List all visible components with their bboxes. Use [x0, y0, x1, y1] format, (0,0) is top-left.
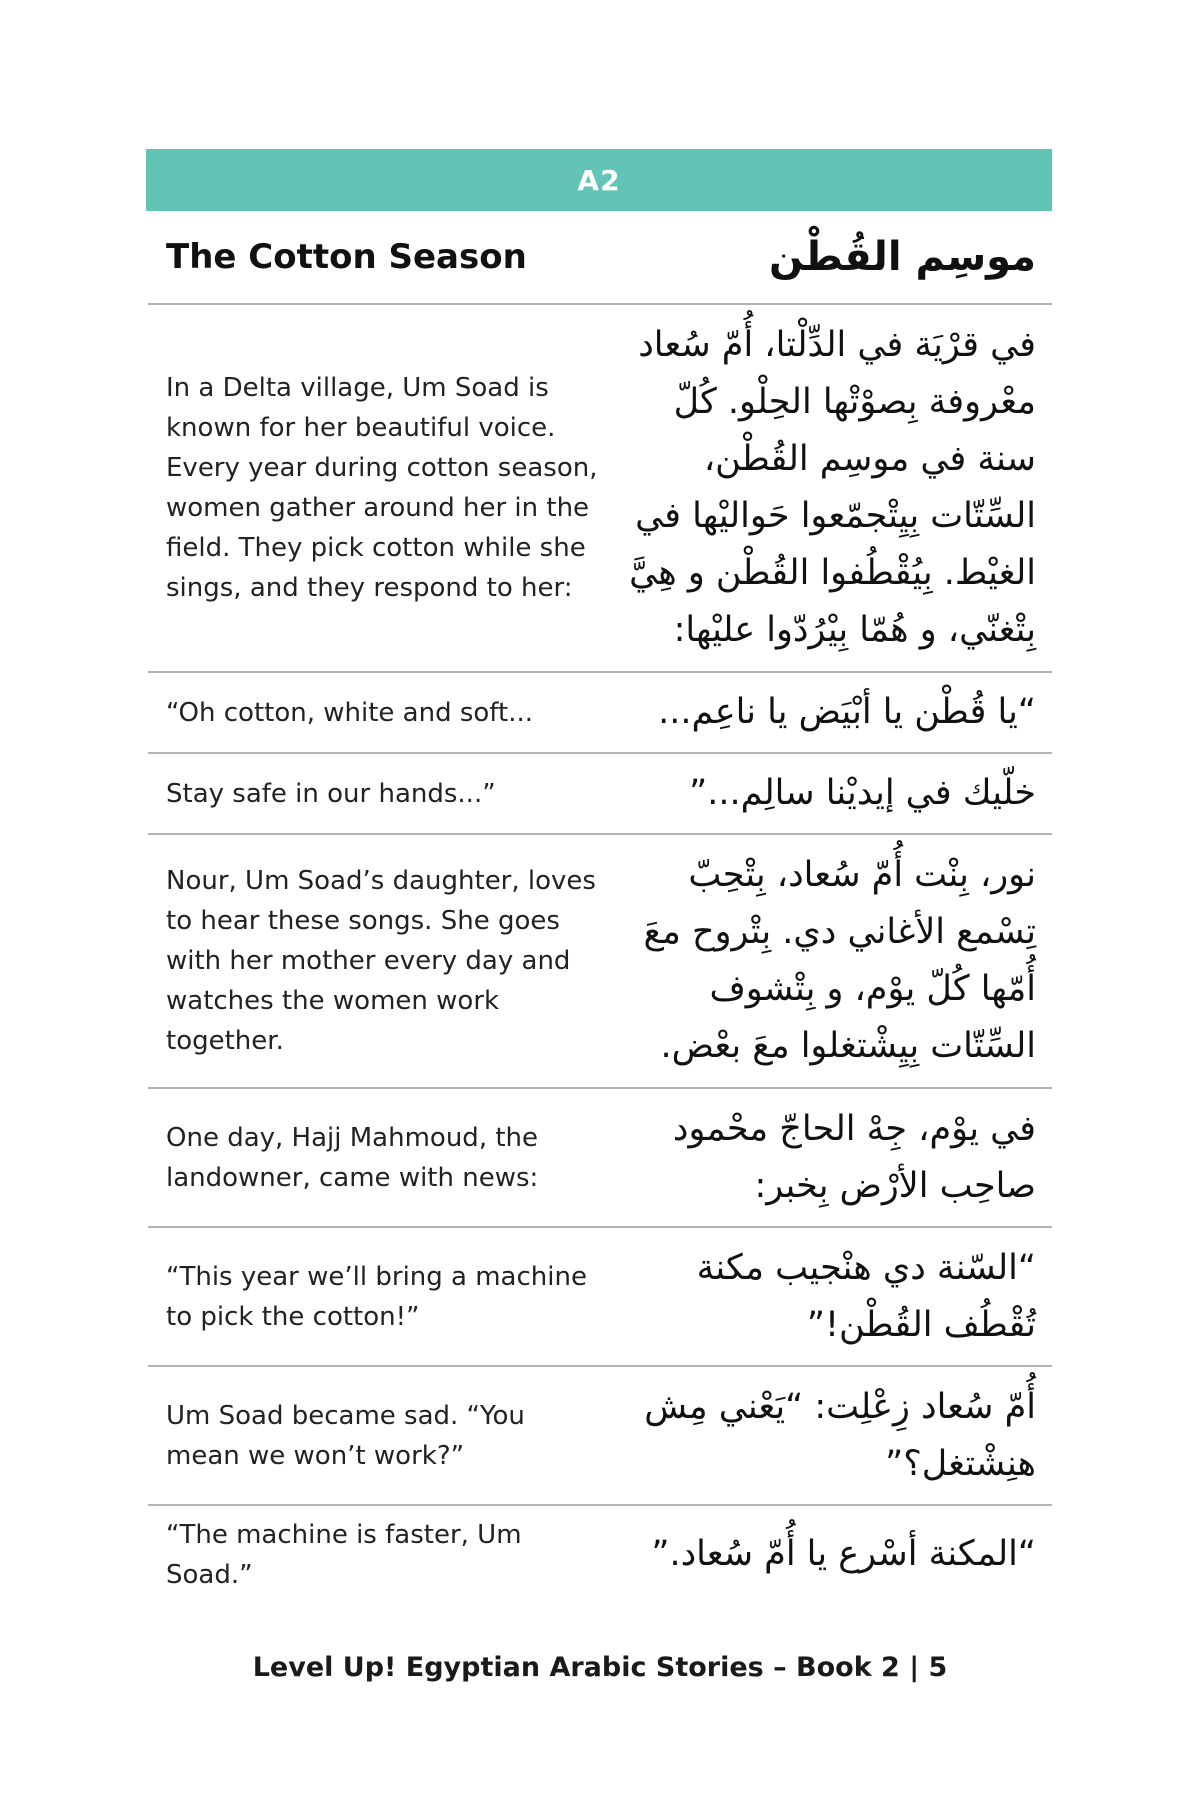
english-text: “This year we’ll bring a machine to pick the cotton!” [148, 1227, 612, 1366]
english-text: One day, Hajj Mahmoud, the landowner, came with news: [148, 1088, 612, 1227]
story-row [148, 1088, 1052, 1227]
english-text: “Oh cotton, white and soft... [148, 672, 612, 753]
arabic-text: في يوْم، جِهْ الحاجّ محْمود صاحِب الأرْض بِخبر: [612, 1088, 1052, 1227]
page-footer: Level Up! Egyptian Arabic Stories – Book 2 | 5 [252, 1652, 948, 1683]
english-text: “The machine is faster, Um Soad.” [166, 1519, 522, 1590]
arabic-text: “المكنة أسْرع يا أُمّ سُعاد.” [651, 1534, 1036, 1574]
title-row [148, 211, 1052, 304]
arabic-text: “السّنة دي هنْجيب مكنة تُقْطُف القُطْن!” [612, 1227, 1052, 1366]
arabic-text: في قرْيَة في الدِّلْتا، أُمّ سُعاد معْروفة بِصوْتْها الحِلْو. كُلّ سنة في موسِم القُطْن، السِّتّات بِيِتْجمّعوا حَواليْها في الغيْط. بِيُقْطُفوا القُطْن و هِيَّ بِتْغنّي، و هُمّا بِيْرُدّوا عليْها: [612, 304, 1052, 672]
story-row [148, 672, 1052, 753]
story-row [148, 304, 1052, 672]
story-row [148, 1366, 1052, 1505]
story-row [148, 1505, 1052, 1603]
arabic-text: نور، بِنْت أُمّ سُعاد، بِتْحِبّ تِسْمع الأغاني دي. بِتْروح معَ أُمّها كُلّ يوْم، و بِتْشوف السِّتّات بِيِشْتغلوا معَ بعْض. [612, 834, 1052, 1088]
english-text: In a Delta village, Um Soad is known for her beautiful voice. Every year during cotton season, women gather around her in the field. They pick cotton while she sings, and they respond to her: [148, 304, 612, 672]
story-row [148, 753, 1052, 834]
story-title-english: The Cotton Season [148, 211, 612, 304]
english-text: Stay safe in our hands...” [148, 753, 612, 834]
story-row [148, 834, 1052, 1088]
story-row [148, 1227, 1052, 1366]
level-badge-bar: A2 [146, 149, 1052, 211]
arabic-text: خلّيك في إيديْنا سالِم...” [612, 753, 1052, 834]
story-table [148, 211, 1052, 1603]
english-text: Nour, Um Soad’s daughter, loves to hear these songs. She goes with her mother every day and watches the women work together. [148, 834, 612, 1088]
arabic-text: “يا قُطْن يا أبْيَض يا ناعِم... [612, 672, 1052, 753]
english-text: Um Soad became sad. “You mean we won’t work?” [148, 1366, 612, 1505]
story-page [146, 149, 1052, 1603]
story-title-arabic: موسِم القُطْن [612, 211, 1052, 304]
arabic-text: أُمّ سُعاد زِعْلِت: “يَعْني مِش هنِشْتغل؟” [612, 1366, 1052, 1505]
